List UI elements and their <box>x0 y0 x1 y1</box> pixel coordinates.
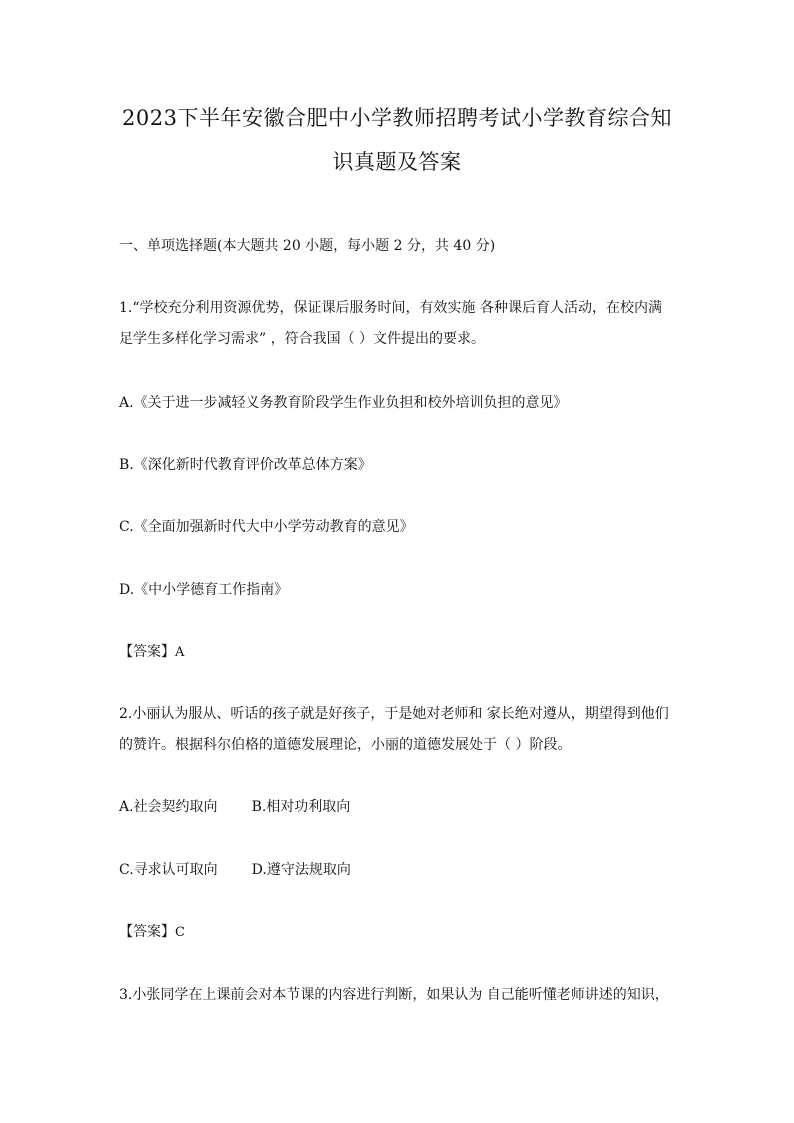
question-2-stem-line-1: 2.小丽认为服从、听话的孩子就是好孩子，于是她对老师和 家长绝对遵从，期望得到他们 <box>119 706 669 722</box>
question-1-stem-line-1: 1.“学校充分利用资源优势，保证课后服务时间，有效实施 各种课后育人活动，在校内满 <box>119 300 662 316</box>
answer-value: A <box>175 645 185 660</box>
question-2-options-row-2 <box>119 860 679 880</box>
question-2-stem-line-2: 的赞许。根据科尔伯格的道德发展理论，小丽的道德发展处于（ ）阶段。 <box>119 737 572 753</box>
answer-value: C <box>175 925 185 940</box>
question-3-stem-line-1: 3.小张同学在上课前会对本节课的内容进行判断，如果认为 自己能听懂老师讲述的知识， <box>119 987 669 1003</box>
question-2-options-row-1 <box>119 797 679 817</box>
question-2-option-b: B.相对功利取向 <box>251 799 351 815</box>
question-1-option-a: A.《关于进一步减轻义务教育阶段学生作业负担和校外培训负担的意见》 <box>119 395 568 411</box>
question-1-option-c: C.《全面加强新时代大中小学劳动教育的意见》 <box>119 519 414 535</box>
question-2-option-c: C.寻求认可取向 <box>119 862 218 878</box>
section-heading: 一、单项选择题(本大题共 20 小题，每小题 2 分，共 40 分) <box>119 238 496 254</box>
answer-label: 【答案】 <box>119 644 175 660</box>
question-2-answer <box>119 922 679 943</box>
question-2-option-d: D.遵守法规取向 <box>251 862 351 878</box>
document-title-line-2: 识真题及答案 <box>332 150 462 174</box>
question-1-stem-line-2: 足学生多样化学习需求” ，符合我国（ ）文件提出的要求。 <box>119 331 486 347</box>
document-title-line-1: 2023下半年安徽合肥中小学教师招聘考试小学教育综合知 <box>122 106 672 130</box>
answer-label: 【答案】 <box>119 924 175 940</box>
question-1-option-d: D.《中小学德育工作指南》 <box>119 582 289 598</box>
question-1-option-b: B.《深化新时代教育评价改革总体方案》 <box>119 457 372 473</box>
question-2-option-a: A.社会契约取向 <box>119 799 218 815</box>
question-1-answer <box>119 642 679 663</box>
